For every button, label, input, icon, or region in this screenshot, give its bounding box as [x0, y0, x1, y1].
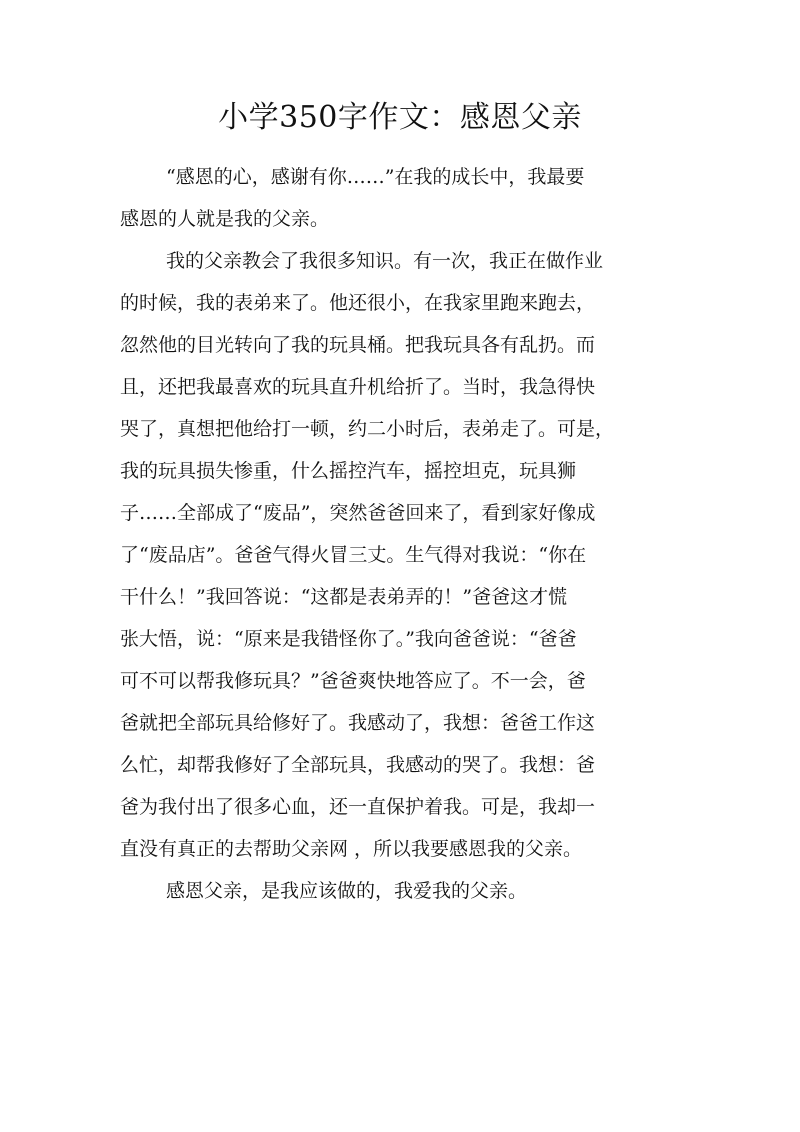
text-line: 我的父亲教会了我很多知识。有一次，我正在做作业 [166, 250, 604, 272]
text-line: 爸就把全部玩具给修好了。我感动了，我想：爸爸工作这 [120, 712, 596, 734]
text-line: 哭了，真想把他给打一顿，约二小时后，表弟走了。可是， [120, 418, 615, 440]
text-line: 我的玩具损失惨重，什么摇控汽车，摇控坦克，玩具狮 [120, 460, 577, 482]
text-line: 直没有真正的去帮助父亲网 ，所以我要感恩我的父亲。 [120, 838, 583, 860]
text-line: 干什么！”我回答说：“这都是表弟弄的！”爸爸这才慌 [120, 586, 568, 608]
text-line: 可不可以帮我修玩具？”爸爸爽快地答应了。不一会，爸 [120, 670, 586, 692]
text-line: “感恩的心，感谢有你……”在我的成长中，我最要 [166, 166, 585, 188]
text-line: 感恩的人就是我的父亲。 [120, 208, 330, 230]
text-line: 了“废品店”。爸爸气得火冒三丈。生气得对我说：“你在 [120, 544, 587, 566]
text-line: 忽然他的目光转向了我的玩具桶。把我玩具各有乱扔。而 [120, 334, 596, 356]
text-line: 么忙，却帮我修好了全部玩具，我感动的哭了。我想：爸 [120, 754, 596, 776]
text-line: 爸为我付出了很多心血，还一直保护着我。可是，我却一 [120, 796, 596, 818]
text-line: 子……全部成了“废品”，突然爸爸回来了，看到家好像成 [120, 502, 596, 524]
text-line: 且，还把我最喜欢的玩具直升机给折了。当时，我急得快 [120, 376, 596, 398]
text-line: 的时候，我的表弟来了。他还很小，在我家里跑来跑去， [120, 292, 596, 314]
document-title: 小学350字作文：感恩父亲 [218, 100, 582, 135]
text-line: 感恩父亲，是我应该做的，我爱我的父亲。 [166, 880, 528, 902]
document-body [120, 156, 680, 912]
text-line: 张大悟，说：“原来是我错怪你了。”我向爸爸说：“爸爸 [120, 628, 577, 650]
